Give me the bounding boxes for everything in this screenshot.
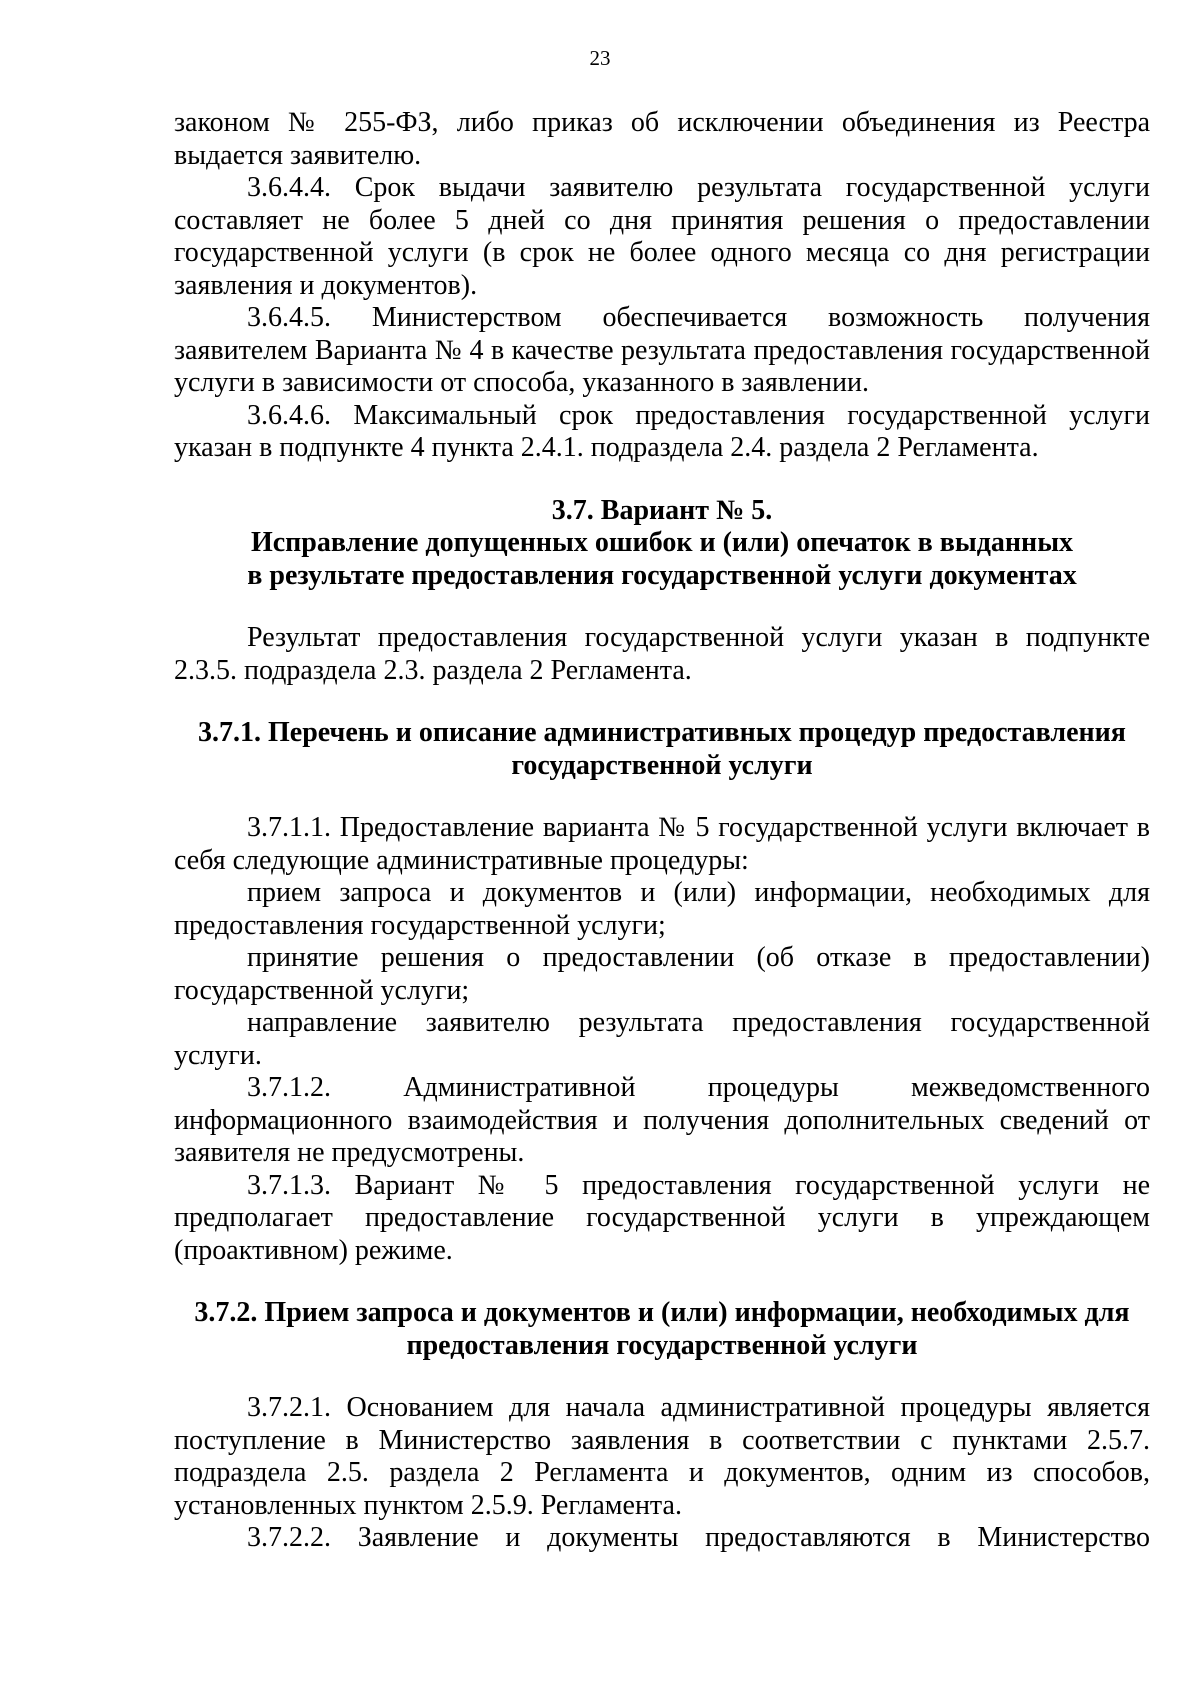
spacer <box>174 465 1150 495</box>
spacer <box>174 1267 1150 1297</box>
paragraph-3-7-1-1: 3.7.1.1. Предоставление варианта № 5 государственной услуги включает в себя следующие административные процедуры: <box>174 812 1150 876</box>
spacer <box>174 592 1150 622</box>
spacer <box>174 1362 1150 1392</box>
paragraph-3-6-4-4: 3.6.4.4. Срок выдачи заявителю результата государственной услуги составляет не более 5 дней со дня принятия решения о предоставлении государственной услуги (в срок не более одного месяца со дня регистрации заявления и документов). <box>174 172 1150 301</box>
list-item-procedure-3: направление заявителю результата предоставления государственной услуги. <box>174 1007 1150 1071</box>
subsection-heading-3-7-2: 3.7.2. Прием запроса и документов и (или) информации, необходимых для предоставления государственной услуги <box>194 1297 1130 1361</box>
paragraph-3-7-2-1: 3.7.2.1. Основанием для начала административной процедуры является поступление в Министерство заявления в соответствии с пунктами 2.5.7. подраздела 2.5. раздела 2 Регламента и документов, одним из способов, установленных пунктом 2.5.9. Регламента. <box>174 1392 1150 1521</box>
paragraph-3-6-4-5: 3.6.4.5. Министерством обеспечивается возможность получения заявителем Варианта № 4 в качестве результата предоставления государственной услуги в зависимости от способа, указанного в заявлении. <box>174 302 1150 398</box>
list-item-procedure-1: прием запроса и документов и (или) информации, необходимых для предоставления государственной услуги; <box>174 877 1150 941</box>
paragraph-continuation: законом № 255-ФЗ, либо приказ об исключении объединения из Реестра выдается заявителю. <box>174 107 1150 171</box>
section-heading-3-7: 3.7. Вариант № 5. <box>551 494 773 526</box>
section-subheading-line-2: в результате предоставления государственной услуги документах <box>247 559 1077 591</box>
section-subheading-line-1: Исправление допущенных ошибок и (или) опечаток в выданных <box>250 527 1074 558</box>
document-body <box>174 107 1150 1555</box>
spacer <box>174 782 1150 812</box>
paragraph-3-7-2-2: 3.7.2.2. Заявление и документы предоставляются в Министерство <box>247 1522 1150 1553</box>
paragraph-3-7-1-2: 3.7.1.2. Административной процедуры межведомственного информационного взаимодействия и получения дополнительных сведений от заявителя не предусмотрены. <box>174 1072 1150 1168</box>
paragraph-3-6-4-6: 3.6.4.6. Максимальный срок предоставления государственной услуги указан в подпункте 4 пункта 2.4.1. подраздела 2.4. раздела 2 Регламента. <box>174 399 1150 463</box>
spacer <box>174 687 1150 717</box>
paragraph-result: Результат предоставления государственной услуги указан в подпункте 2.3.5. подраздела 2.3. раздела 2 Регламента. <box>174 622 1150 686</box>
page-number: 23 <box>589 46 611 70</box>
list-item-procedure-2: принятие решения о предоставлении (об отказе в предоставлении) государственной услуги; <box>174 942 1150 1006</box>
subsection-heading-3-7-1: 3.7.1. Перечень и описание административных процедур предоставления государственной услуги <box>198 717 1126 781</box>
paragraph-3-7-1-3: 3.7.1.3. Вариант № 5 предоставления государственной услуги не предполагает предоставление государственной услуги в упреждающем (проактивном) режиме. <box>174 1169 1150 1266</box>
